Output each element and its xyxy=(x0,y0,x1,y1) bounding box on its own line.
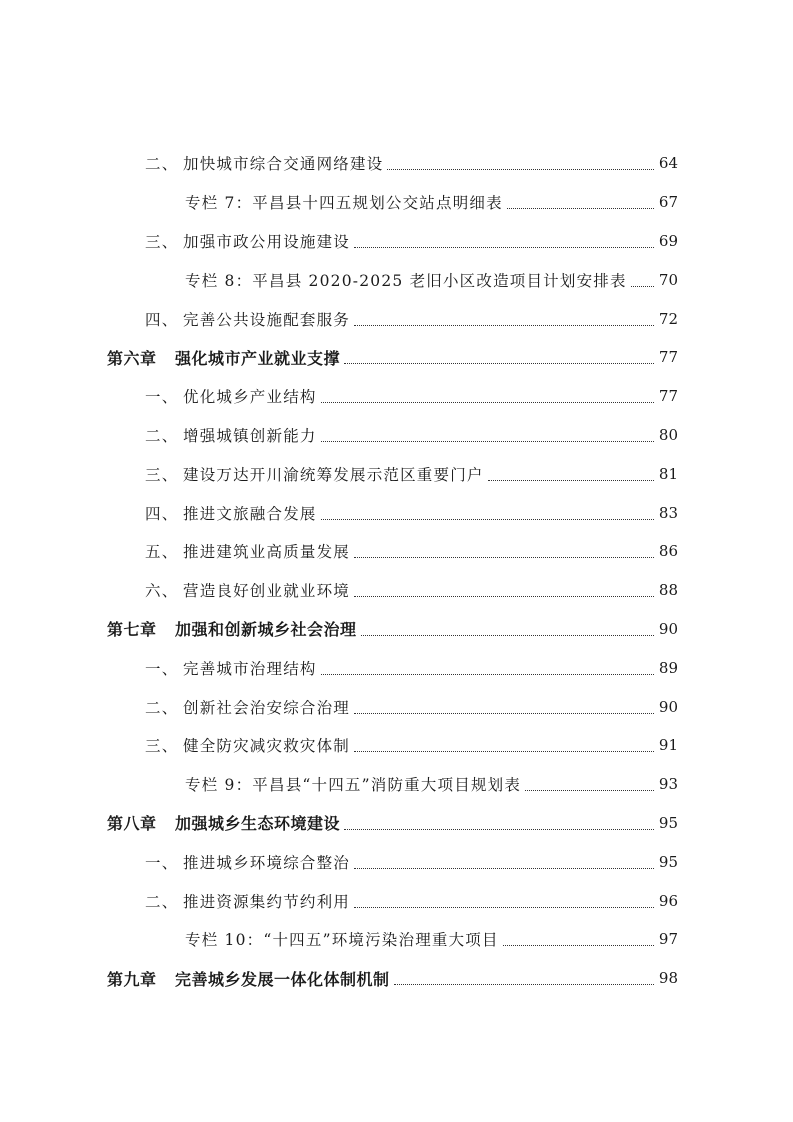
entry-number: 六、 xyxy=(145,582,179,601)
dot-leader xyxy=(344,362,654,364)
entry-title: 平昌县 2020-2025 老旧小区改造项目计划安排表 xyxy=(252,271,627,290)
dot-leader xyxy=(354,595,654,597)
entry-number: 五、 xyxy=(145,543,179,562)
entry-number: 一、 xyxy=(145,659,179,678)
entry-number: 二、 xyxy=(145,698,179,717)
entry-title: 推进文旅融合发展 xyxy=(183,504,317,523)
dot-leader xyxy=(354,246,654,248)
chapter-title: 加强城乡生态环境建设 xyxy=(175,814,341,834)
entry-title: 完善公共设施配套服务 xyxy=(183,310,351,329)
entry-title: 平昌县十四五规划公交站点明细表 xyxy=(252,194,503,213)
dot-leader xyxy=(321,440,654,442)
entry-page-number: 64 xyxy=(658,154,678,173)
entry-page-number: 70 xyxy=(658,270,678,289)
dot-leader xyxy=(344,828,654,830)
entry-number: 四、 xyxy=(145,310,179,329)
entry-number: 三、 xyxy=(145,737,179,756)
toc-entry[interactable] xyxy=(0,299,793,338)
toc-chapter-entry[interactable] xyxy=(0,959,793,998)
entry-page-number: 67 xyxy=(658,193,678,212)
entry-number: 三、 xyxy=(145,465,179,484)
dot-leader xyxy=(321,673,654,675)
chapter-number: 第六章 xyxy=(107,348,157,368)
entry-number: 专栏 8： xyxy=(185,271,253,290)
entry-title: 平昌县“十四五”消防重大项目规划表 xyxy=(252,776,522,795)
toc-entry[interactable] xyxy=(0,920,793,959)
dot-leader xyxy=(525,789,654,791)
toc-entry[interactable] xyxy=(0,532,793,571)
toc-entry[interactable] xyxy=(0,183,793,222)
entry-page-number: 72 xyxy=(658,309,678,328)
entry-number: 三、 xyxy=(145,232,179,251)
entry-page-number: 90 xyxy=(658,619,678,638)
toc-entry[interactable] xyxy=(0,881,793,920)
toc-chapter-entry[interactable] xyxy=(0,804,793,843)
toc-entry[interactable] xyxy=(0,416,793,455)
entry-title: 建设万达开川渝统筹发展示范区重要门户 xyxy=(183,465,484,484)
toc-entry[interactable] xyxy=(0,726,793,765)
entry-title: 加强市政公用设施建设 xyxy=(183,232,351,251)
toc-entry[interactable] xyxy=(0,765,793,804)
toc-entry[interactable] xyxy=(0,454,793,493)
entry-page-number: 69 xyxy=(658,231,678,250)
dot-leader xyxy=(354,712,654,714)
toc-entry[interactable] xyxy=(0,144,793,183)
dot-leader xyxy=(354,750,654,752)
entry-number: 专栏 9： xyxy=(185,776,253,795)
dot-leader xyxy=(354,867,654,869)
dot-leader xyxy=(354,324,654,326)
entry-number: 二、 xyxy=(145,426,179,445)
entry-page-number: 93 xyxy=(658,775,678,794)
dot-leader xyxy=(361,634,654,636)
entry-number: 四、 xyxy=(145,504,179,523)
entry-title: 加快城市综合交通网络建设 xyxy=(183,155,384,174)
entry-page-number: 77 xyxy=(658,387,678,406)
chapter-title: 完善城乡发展一体化体制机制 xyxy=(175,969,390,989)
entry-title: “十四五”环境污染治理重大项目 xyxy=(263,931,499,950)
entry-page-number: 96 xyxy=(658,891,678,910)
entry-title: 推进资源集约节约利用 xyxy=(183,892,351,911)
entry-title: 推进建筑业高质量发展 xyxy=(183,543,351,562)
toc-entry[interactable] xyxy=(0,842,793,881)
entry-page-number: 83 xyxy=(658,503,678,522)
dot-leader xyxy=(387,168,654,170)
entry-page-number: 95 xyxy=(658,852,678,871)
table-of-contents xyxy=(0,144,793,998)
toc-entry[interactable] xyxy=(0,648,793,687)
toc-entry[interactable] xyxy=(0,222,793,261)
entry-title: 增强城镇创新能力 xyxy=(183,426,317,445)
chapter-title: 强化城市产业就业支撑 xyxy=(175,348,341,368)
entry-title: 推进城乡环境综合整治 xyxy=(183,853,351,872)
dot-leader xyxy=(354,906,654,908)
toc-entry[interactable] xyxy=(0,687,793,726)
entry-number: 一、 xyxy=(145,853,179,872)
entry-page-number: 80 xyxy=(658,425,678,444)
entry-title: 优化城乡产业结构 xyxy=(183,388,317,407)
toc-entry[interactable] xyxy=(0,493,793,532)
toc-chapter-entry[interactable] xyxy=(0,338,793,377)
dot-leader xyxy=(631,285,654,287)
entry-page-number: 77 xyxy=(658,348,678,367)
entry-title: 完善城市治理结构 xyxy=(183,659,317,678)
dot-leader xyxy=(354,556,654,558)
dot-leader xyxy=(488,479,654,481)
entry-title: 营造良好创业就业环境 xyxy=(183,582,351,601)
toc-chapter-entry[interactable] xyxy=(0,610,793,649)
dot-leader xyxy=(507,207,654,209)
chapter-number: 第八章 xyxy=(107,814,157,834)
entry-page-number: 90 xyxy=(658,697,678,716)
entry-number: 二、 xyxy=(145,155,179,174)
entry-page-number: 81 xyxy=(658,464,678,483)
entry-number: 二、 xyxy=(145,892,179,911)
dot-leader xyxy=(503,944,654,946)
entry-number: 专栏 7： xyxy=(185,194,253,213)
entry-title: 健全防灾减灾救灾体制 xyxy=(183,737,351,756)
entry-page-number: 88 xyxy=(658,581,678,600)
toc-entry[interactable] xyxy=(0,571,793,610)
chapter-number: 第九章 xyxy=(107,969,157,989)
entry-page-number: 95 xyxy=(658,813,678,832)
entry-number: 一、 xyxy=(145,388,179,407)
entry-page-number: 91 xyxy=(658,736,678,755)
dot-leader xyxy=(321,518,654,520)
toc-entry[interactable] xyxy=(0,260,793,299)
entry-page-number: 98 xyxy=(658,969,678,988)
dot-leader xyxy=(321,401,654,403)
chapter-number: 第七章 xyxy=(107,620,157,640)
entry-number: 专栏 10： xyxy=(185,931,264,950)
toc-entry[interactable] xyxy=(0,377,793,416)
entry-page-number: 97 xyxy=(658,930,678,949)
entry-page-number: 86 xyxy=(658,542,678,561)
dot-leader xyxy=(394,983,654,985)
entry-title: 创新社会治安综合治理 xyxy=(183,698,351,717)
chapter-title: 加强和创新城乡社会治理 xyxy=(175,620,357,640)
entry-page-number: 89 xyxy=(658,658,678,677)
